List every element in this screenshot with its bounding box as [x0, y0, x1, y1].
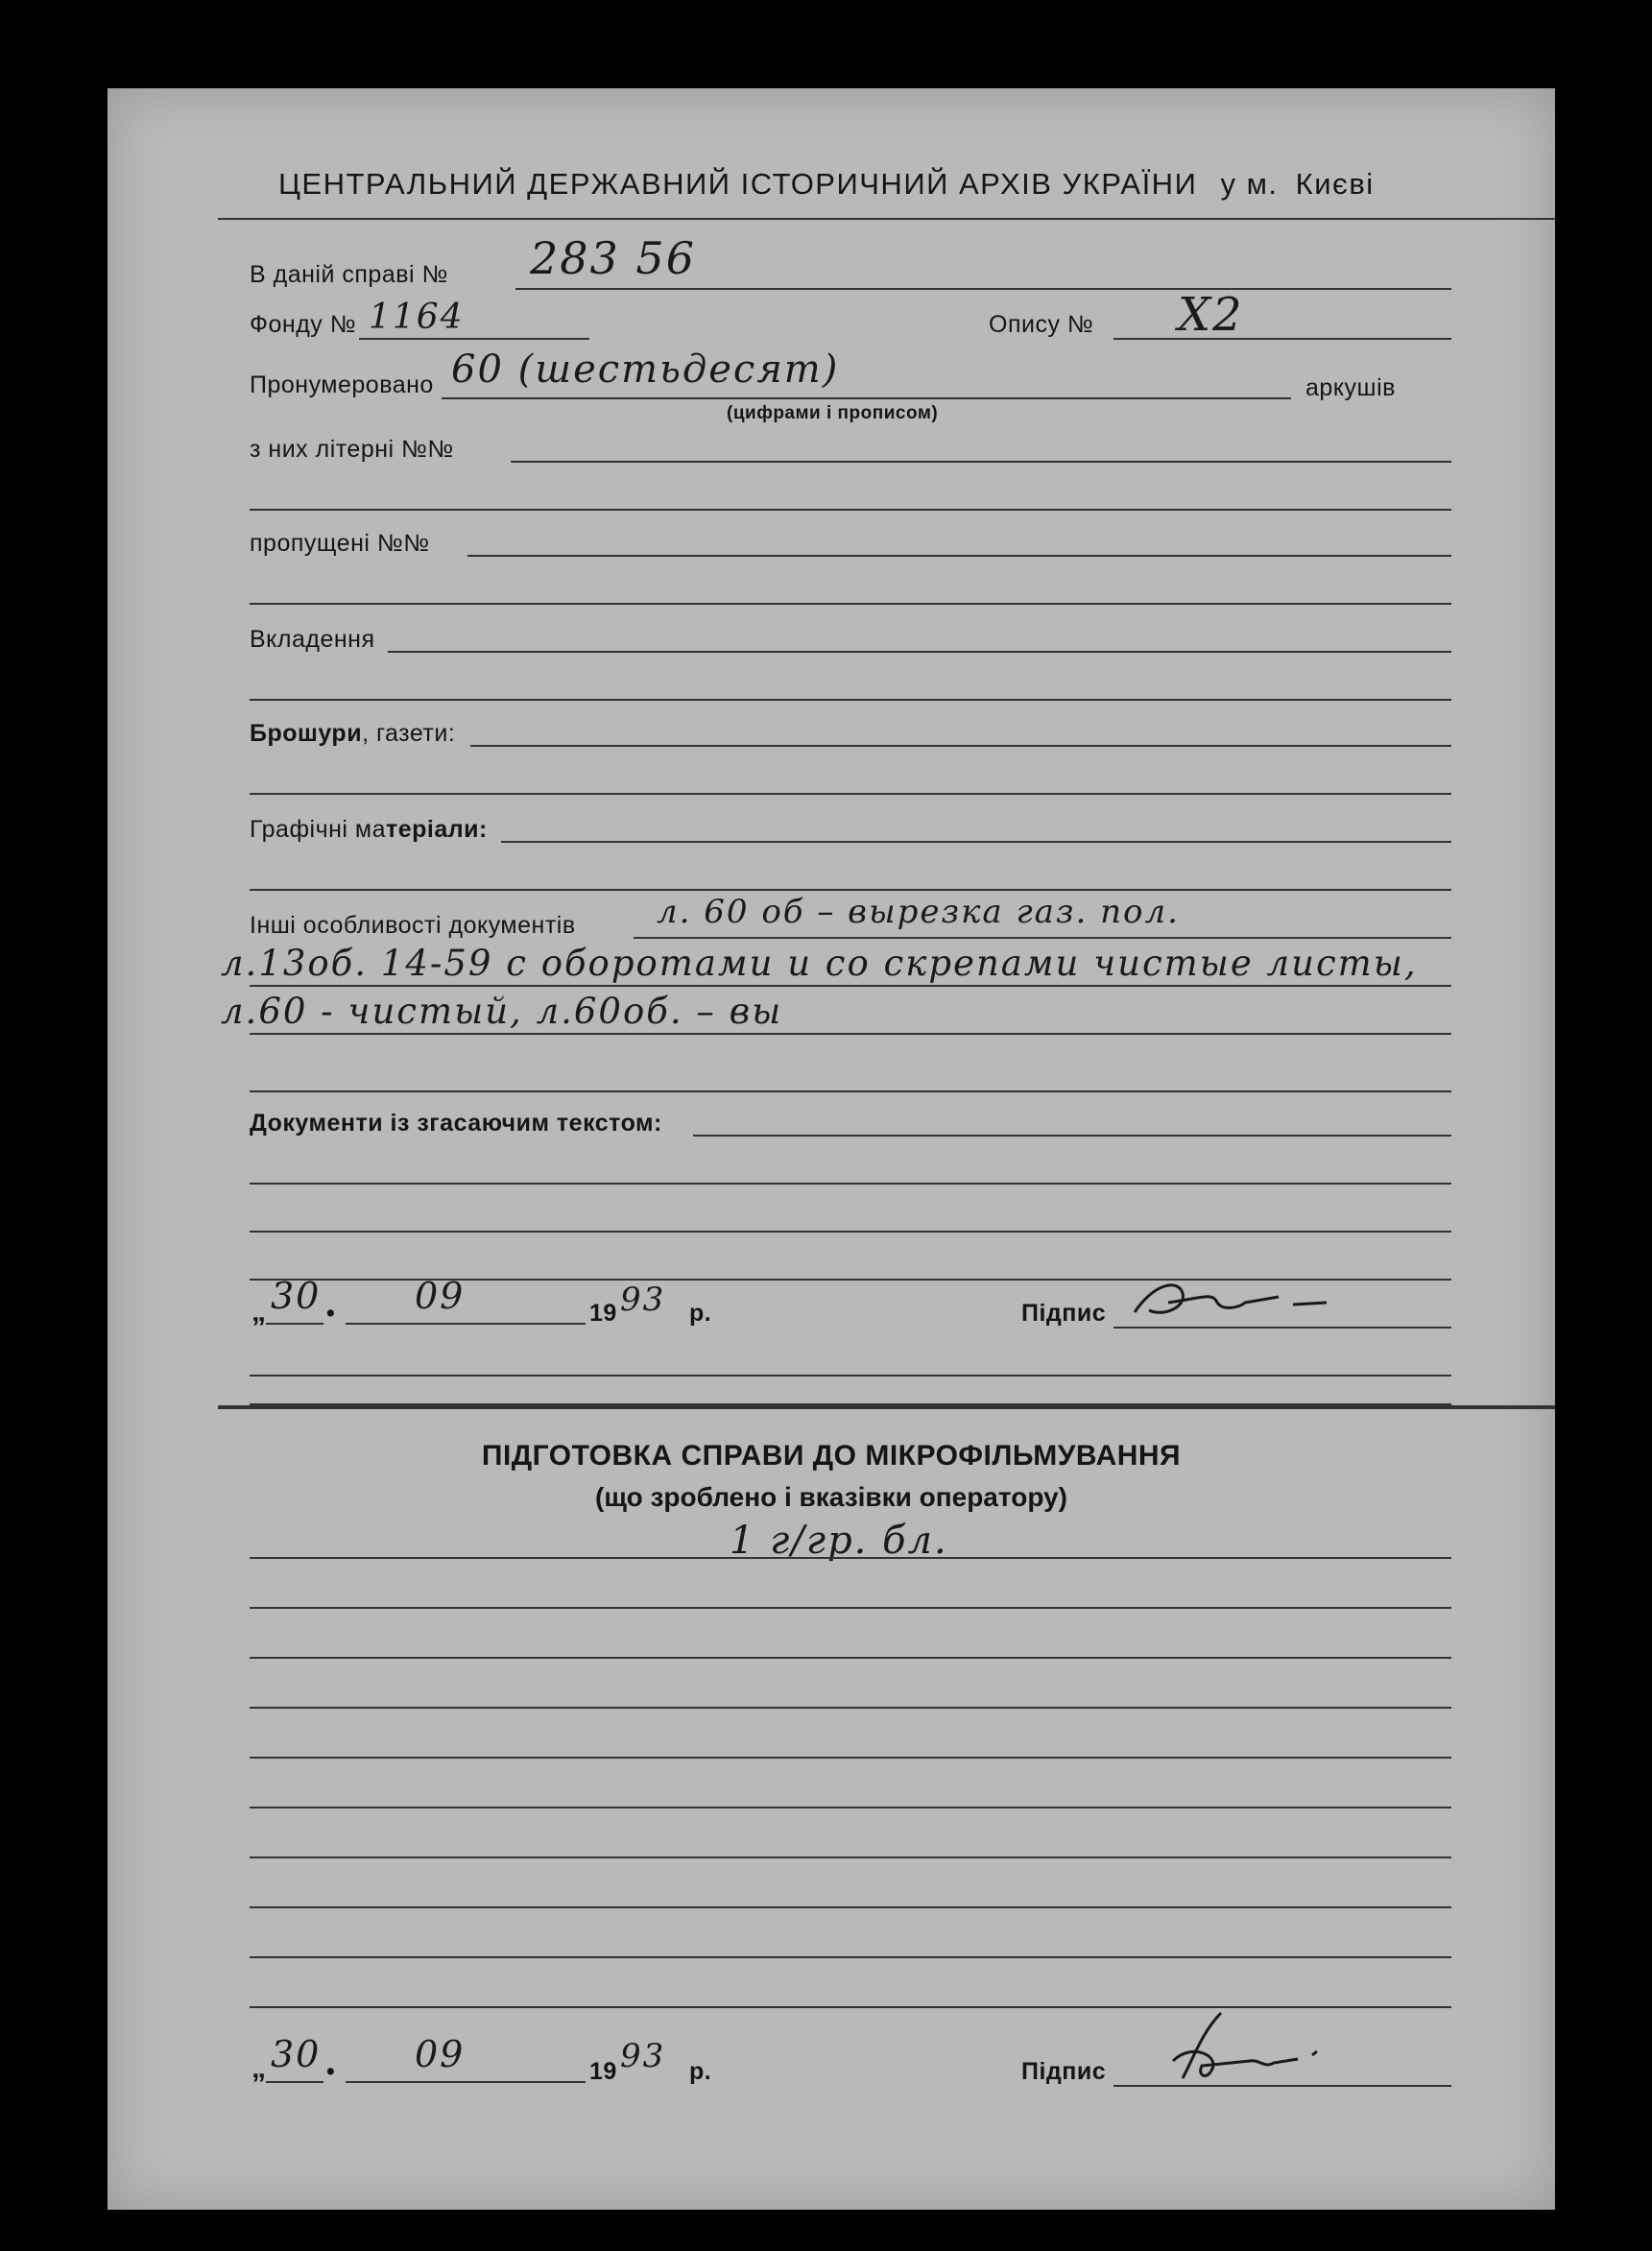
fond-value: 1164	[369, 298, 465, 337]
letter-line-2	[250, 509, 1451, 511]
date2-year-prefix: 19	[589, 2058, 617, 2085]
graphic-label: Графічні матеріали:	[250, 816, 488, 843]
prep-line-5	[250, 1757, 1451, 1759]
prep-line-2	[250, 1607, 1451, 1609]
faded-line-2	[250, 1183, 1451, 1185]
prep-line-6	[250, 1807, 1451, 1808]
other-line-4-rule	[250, 1090, 1451, 1092]
brochures-line-2	[250, 793, 1451, 795]
prep-line-4	[250, 1707, 1451, 1709]
sheets-label: аркушів	[1305, 374, 1396, 401]
date1-sign-label: Підпис	[1021, 1300, 1107, 1327]
prep-line-1	[250, 1557, 1451, 1559]
case-label: В даній справі №	[250, 261, 448, 288]
numbered-hint: (цифрами і прописом)	[727, 403, 939, 423]
date2-month-line	[346, 2081, 586, 2083]
date1-dot: •	[326, 1300, 336, 1327]
fond-line	[359, 338, 589, 340]
graphic-line	[501, 841, 1451, 843]
date2-year-suffix: 93	[620, 2037, 666, 2075]
brochures-line	[470, 745, 1451, 747]
date2-year-unit: р.	[689, 2058, 712, 2085]
other-line-3: л.60 - чистый, л.60об. – вы	[221, 991, 783, 1032]
city-prefix: у м.	[1220, 167, 1279, 201]
date1-month-line	[346, 1323, 586, 1325]
date1-year-suffix: 93	[620, 1281, 666, 1319]
other-line-2-rule	[250, 985, 1451, 987]
other-line-1: л. 60 об – вырезка газ. пол.	[657, 893, 1180, 931]
section-title: ПІДГОТОВКА СПРАВИ ДО МІКРОФІЛЬМУВАННЯ	[481, 1440, 1182, 1472]
date1-day: 30	[271, 1275, 322, 1317]
date2-day: 30	[271, 2033, 322, 2075]
prep-line-9	[250, 1956, 1451, 1958]
city: Києві	[1295, 167, 1375, 201]
section-subtitle: (що зроблено і вказівки оператору)	[595, 1482, 1067, 1512]
prep-line-7	[250, 1856, 1451, 1858]
missing-label: пропущені №№	[250, 530, 430, 557]
numbered-label: Пронумеровано	[250, 371, 434, 398]
date1-month: 09	[415, 1275, 466, 1317]
opys-line	[1113, 338, 1451, 340]
other-line-2: л.13об. 14-59 с оборотами и со скрепами чистые листы,	[221, 943, 1418, 984]
signature-2	[1154, 2003, 1346, 2090]
date2-month: 09	[415, 2033, 466, 2075]
prep-line-8	[250, 1906, 1451, 1908]
fond-label: Фонду №	[250, 311, 357, 338]
opys-label: Опису №	[989, 311, 1094, 338]
signature-1	[1125, 1274, 1346, 1331]
date2-quote: „	[251, 2052, 267, 2084]
case-value: 283 56	[530, 232, 696, 284]
numbered-value: 60 (шестьдесят)	[451, 347, 840, 392]
other-line-3-rule	[250, 1033, 1451, 1035]
section-divider	[218, 1405, 1555, 1409]
prep-line-3	[250, 1657, 1451, 1659]
date2-day-line	[266, 2081, 323, 2083]
case-line	[515, 288, 1451, 290]
archive-form-page	[108, 88, 1555, 2210]
letter-label: з них літерні №№	[250, 436, 454, 463]
date1-year-unit: р.	[689, 1300, 712, 1327]
section-note: 1 г/гр. бл.	[730, 1519, 948, 1563]
faded-line	[693, 1135, 1451, 1137]
header-rule	[218, 218, 1555, 220]
opys-value: Х2	[1178, 288, 1244, 342]
date1-line-2	[250, 1375, 1451, 1377]
other-label: Інші особливості документів	[250, 912, 576, 939]
inserts-label: Вкладення	[250, 626, 375, 653]
faded-label: Документи із згасаючим текстом:	[250, 1110, 662, 1137]
brochures-label: Брошури, газети:	[250, 720, 456, 747]
missing-line	[467, 555, 1451, 557]
inserts-line-2	[250, 699, 1451, 701]
graphic-line-2	[250, 889, 1451, 891]
archive-title: ЦЕНТРАЛЬНИЙ ДЕРЖАВНИЙ ІСТОРИЧНИЙ АРХІВ УКРАЇНИ у м. Києві	[278, 167, 1375, 201]
faded-line-3	[250, 1231, 1451, 1233]
date2-sign-label: Підпис	[1021, 2058, 1107, 2085]
letter-line	[511, 461, 1451, 463]
other-line	[634, 937, 1451, 939]
date1-day-line	[266, 1323, 323, 1325]
date1-year-prefix: 19	[589, 1300, 617, 1327]
date2-dot: •	[326, 2058, 336, 2085]
inserts-line	[388, 651, 1451, 653]
numbered-line	[442, 397, 1291, 399]
date1-quote: „	[251, 1296, 267, 1328]
missing-line-2	[250, 603, 1451, 605]
